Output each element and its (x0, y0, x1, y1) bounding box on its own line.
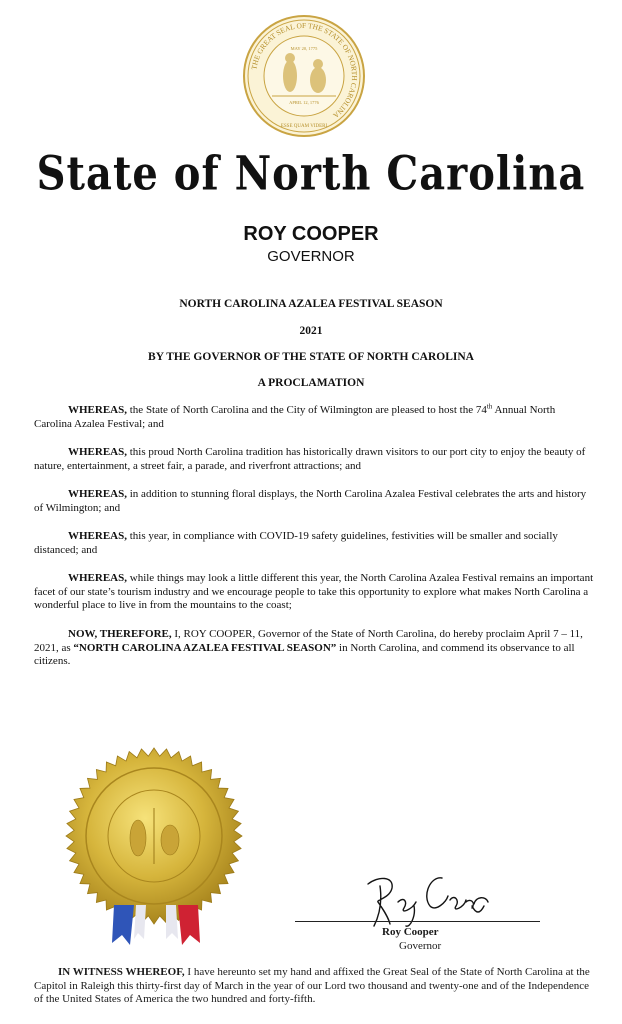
seal-motto: ESSE QUAM VIDERI (280, 124, 328, 129)
governor-title: GOVERNOR (267, 248, 355, 265)
now-therefore-paragraph: NOW, THEREFORE, I, ROY COOPER, Governor of the State of North Carolina, do hereby proclaim April 7 – 11, 2021, as “NORTH CAROLINA AZALEA FESTIVAL SEASON” in North Carolina, and commend its observance to all citizens. (34, 628, 583, 667)
seal-ring-text: THE GREAT SEAL OF THE STATE OF NORTH CAROLINA (249, 20, 360, 121)
proclamation-subtitle: A PROCLAMATION (257, 377, 365, 389)
whereas-paragraph-2: WHEREAS, this proud North Carolina tradition has historically drawn visitors to our port city to enjoy the beauty of nature, entertainment, a street fair, a parade, and riverfront attractions; and (34, 446, 586, 472)
whereas-paragraph-3: WHEREAS, in addition to stunning floral displays, the North Carolina Azalea Festival celebrates the arts and history of Wilmington; and (34, 488, 587, 514)
whereas-paragraph-5: WHEREAS, while things may look a little different this year, the North Carolina Azalea Festival remains an important facet of our state’s tourism industry and we encourage people to take this opportunity to explore what makes North Carolina a wonderful place to live in from the mountains to the coast; (34, 572, 594, 611)
proclamation-title: NORTH CAROLINA AZALEA FESTIVAL SEASON (179, 298, 443, 310)
whereas-paragraph-4: WHEREAS, this year, in compliance with COVID-19 safety guidelines, festivities will be smaller and socially distanced; and (34, 530, 558, 556)
gold-embossed-seal (64, 746, 244, 926)
great-seal-emblem (242, 14, 366, 138)
whereas-paragraph-1: WHEREAS, the State of North Carolina and the City of Wilmington are pleased to host the 74th Annual North Carolina Azalea Festival; and (34, 402, 556, 430)
state-title: State of North Carolina (36, 145, 586, 202)
signature-title: Governor (399, 940, 442, 952)
proclamation-by-line: BY THE GOVERNOR OF THE STATE OF NORTH CAROLINA (148, 351, 474, 363)
proclamation-year: 2021 (299, 325, 323, 337)
signature-name: Roy Cooper (382, 926, 439, 938)
witness-paragraph: IN WITNESS WHEREOF, I have hereunto set my hand and affixed the Great Seal of the State of North Carolina at the Capitol in Raleigh this thirty-first day of March in the year of our Lord two thousand and twenty-one and of the Independence of the United States of America the two hundred and forty-fifth. (34, 966, 590, 1005)
seal-date-top: MAY 20, 1775 (290, 46, 318, 51)
governor-name: ROY COOPER (243, 223, 379, 245)
seal-date-bottom: APRIL 12, 1776 (289, 100, 319, 105)
signature-line (295, 921, 540, 922)
seal-ribbons (108, 905, 204, 945)
